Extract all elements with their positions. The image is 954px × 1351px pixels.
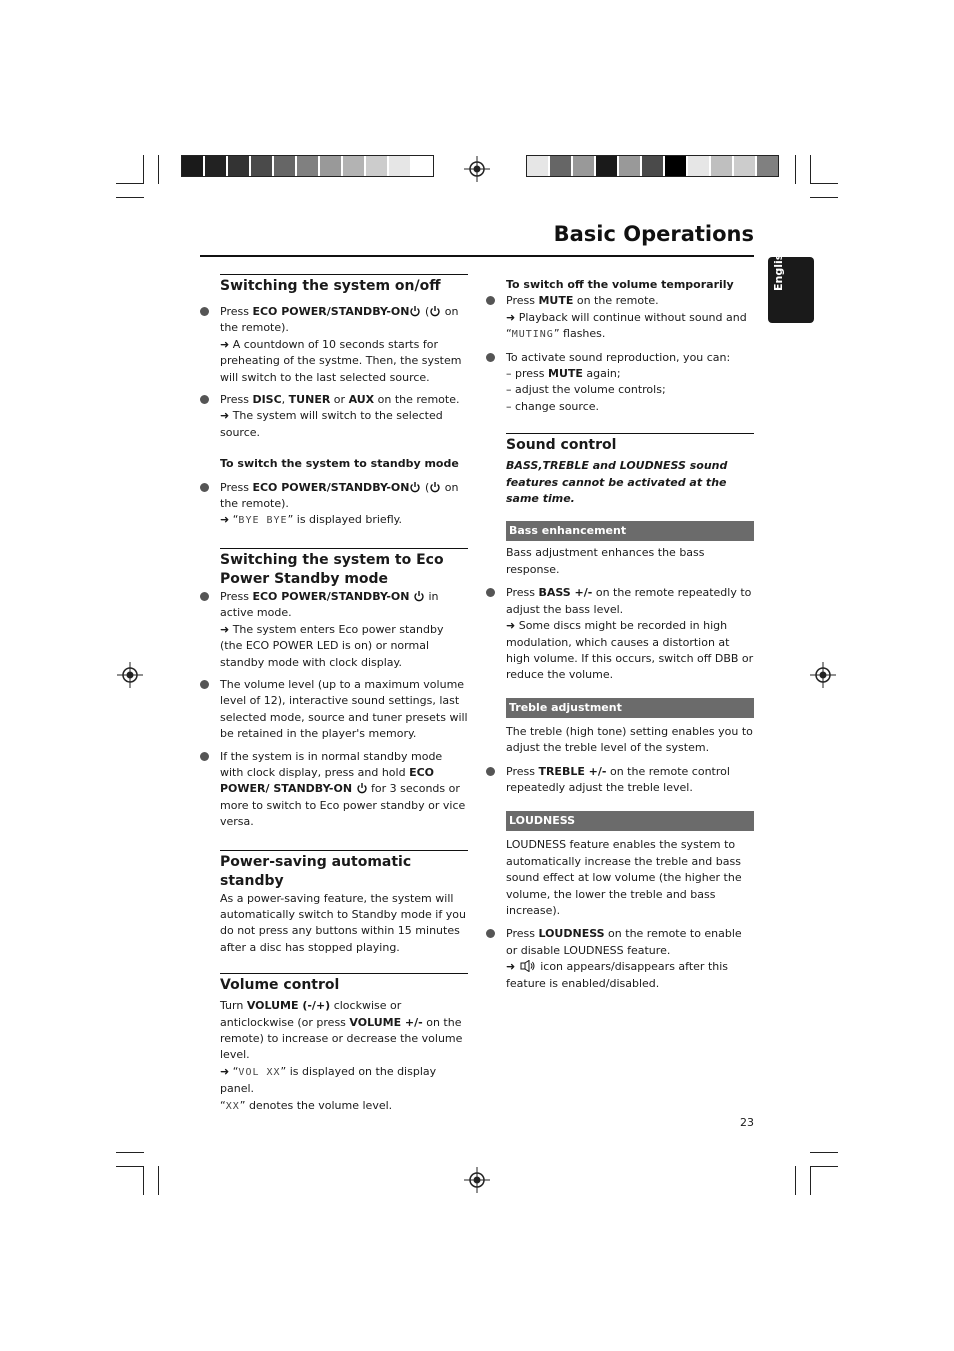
right-column xyxy=(486,274,754,992)
color-swatch xyxy=(550,156,571,176)
color-swatch xyxy=(527,156,548,176)
list-item: Press BASS +/- on the remote repeatedly to adjust the bass level. ➜ Some discs might be recorded in high modulation, which causes a distortion at high volume. If this occurs, switch off DBB or reduce the volume. xyxy=(486,585,754,683)
paragraph: As a power-saving feature, the system will automatically switch to Standby mode if you do not press any buttons within 15 minutes after a disc has stopped playing. xyxy=(220,891,466,954)
bullet-icon xyxy=(200,680,209,689)
color-swatch xyxy=(573,156,594,176)
registration-mark-icon xyxy=(464,1167,490,1193)
section-heading: Switching the system on/off xyxy=(220,278,441,294)
lcd-text: BYE BYE xyxy=(238,515,288,527)
paragraph: LOUDNESS feature enables the system to automatically increase the treble and bass sound effect at low volume (the higher the volume, the lower the treble and bass increase). xyxy=(506,838,742,917)
bullet-icon xyxy=(200,307,209,316)
color-swatch xyxy=(320,156,341,176)
crop-mark xyxy=(810,183,838,184)
color-swatch xyxy=(182,156,203,176)
crop-mark xyxy=(810,197,838,198)
color-swatch xyxy=(343,156,364,176)
crop-mark xyxy=(143,155,144,184)
note: BASS,TREBLE and LOUDNESS sound features cannot be activated at the same time. xyxy=(506,459,728,506)
list-item: Press ECO POWER/STANDBY-ON ( on the remote). ➜ A countdown of 10 seconds starts for preheating of the systme. Then, the system will switch to the last selected source. xyxy=(200,304,468,386)
registration-mark-icon xyxy=(117,662,143,688)
band-header: Bass enhancement xyxy=(506,521,754,541)
list-item: Press ECO POWER/STANDBY-ON in active mode. ➜ The system enters Eco power standby (the ECO POWER LED is on) or normal standby mode with clock display. xyxy=(200,589,468,671)
paragraph: The treble (high tone) setting enables you to adjust the treble level of the system. xyxy=(506,724,753,755)
color-swatch xyxy=(596,156,617,176)
list-item: Press MUTE on the remote. ➜ Playback will continue without sound and “MUTING” flashes. xyxy=(486,293,754,343)
power-icon xyxy=(429,305,441,317)
crop-mark xyxy=(810,1166,811,1195)
bullet-icon xyxy=(200,592,209,601)
power-icon xyxy=(356,782,368,794)
power-icon xyxy=(409,305,421,317)
list-item: If the system is in normal standby mode with clock display, press and hold ECO POWER/ STANDBY-ON for 3 seconds or more to switch to Eco power standby or vice versa. xyxy=(200,749,468,831)
band-header: LOUDNESS xyxy=(506,811,754,831)
color-swatch xyxy=(412,156,433,176)
page-number: 23 xyxy=(740,1116,754,1129)
color-swatch xyxy=(251,156,272,176)
bullet-icon xyxy=(486,767,495,776)
list-item: Press ECO POWER/STANDBY-ON ( on the remote). ➜ “BYE BYE” is displayed briefly. xyxy=(200,480,468,530)
lcd-text: XX xyxy=(225,1100,240,1112)
color-swatch xyxy=(274,156,295,176)
crop-mark xyxy=(795,155,796,184)
bullet-icon xyxy=(486,929,495,938)
crop-mark xyxy=(158,155,159,184)
section-volume xyxy=(220,973,468,995)
lcd-text: MUTING xyxy=(511,329,554,341)
section-heading: Volume control xyxy=(220,977,340,994)
language-tab xyxy=(768,245,814,323)
lcd-text: VOL XX xyxy=(238,1066,281,1078)
color-swatch xyxy=(228,156,249,176)
crop-mark xyxy=(116,1152,144,1153)
color-swatch xyxy=(688,156,709,176)
bullet-icon xyxy=(200,752,209,761)
crop-mark xyxy=(810,1152,838,1153)
color-swatch xyxy=(366,156,387,176)
crop-mark xyxy=(116,197,144,198)
registration-mark-icon xyxy=(464,156,490,182)
paragraph: Bass adjustment enhances the bass response. xyxy=(506,546,705,576)
bullet-icon xyxy=(486,353,495,362)
section-heading: Power-saving automatic standby xyxy=(220,853,412,889)
color-swatch xyxy=(711,156,732,176)
crop-mark xyxy=(158,1166,159,1195)
list-item: Press TREBLE +/- on the remote control repeatedly adjust the treble level. xyxy=(486,764,754,797)
language-label: English xyxy=(772,245,785,291)
list-item: Press DISC, TUNER or AUX on the remote. ➜ The system will switch to the selected source. xyxy=(200,392,468,441)
crop-mark xyxy=(810,1166,838,1167)
crop-mark xyxy=(143,1166,144,1195)
section-heading: Sound control xyxy=(506,437,617,454)
paragraph: Turn VOLUME (-/+) clockwise or anticlockwise (or press VOLUME +/- on the remote) to increase or decrease the volume level. ➜ “VOL XX” is displayed on the display panel. “XX” denotes the volume level. xyxy=(220,999,463,1112)
section-eco-standby xyxy=(220,548,468,589)
section-auto-standby xyxy=(220,850,468,891)
list-item: Press LOUDNESS on the remote to enable or disable LOUDNESS feature. ➜ icon appears/disappears after this feature is enabled/disabled. xyxy=(486,926,754,992)
crop-mark xyxy=(116,183,144,184)
section-sound xyxy=(506,433,754,455)
list-item: To activate sound reproduction, you can: – press MUTE again; – adjust the volume controls; – change source. xyxy=(486,350,754,416)
color-swatch xyxy=(389,156,410,176)
list-item: The volume level (up to a maximum volume level of 12), interactive sound settings, last selected mode, source and tuner presets will be retained in the player's memory. xyxy=(200,677,468,743)
subheading: To switch off the volume temporarily xyxy=(506,278,734,291)
crop-mark xyxy=(795,1166,796,1195)
color-swatch xyxy=(619,156,640,176)
bullet-icon xyxy=(486,296,495,305)
loudness-icon xyxy=(519,960,537,972)
bullet-icon xyxy=(486,588,495,597)
band-header: Treble adjustment xyxy=(506,698,754,718)
page-title: Basic Operations xyxy=(553,222,754,246)
title-rule xyxy=(200,255,754,257)
section-heading: Switching the system to Eco Power Standby mode xyxy=(220,551,444,587)
bullet-icon xyxy=(200,395,209,404)
crop-mark xyxy=(810,155,811,184)
crop-mark xyxy=(116,1166,144,1167)
color-swatch xyxy=(205,156,226,176)
color-bar-right xyxy=(526,155,779,177)
color-swatch xyxy=(297,156,318,176)
subheading: To switch the system to standby mode xyxy=(220,457,459,471)
left-column xyxy=(200,274,468,1115)
color-swatch xyxy=(757,156,778,176)
color-swatch xyxy=(734,156,755,176)
color-swatch xyxy=(642,156,663,176)
power-icon xyxy=(409,481,421,493)
power-icon xyxy=(429,481,441,493)
section-on-off xyxy=(220,274,468,296)
registration-mark-icon xyxy=(810,662,836,688)
bullet-icon xyxy=(200,483,209,492)
power-icon xyxy=(413,590,425,602)
color-bar-left xyxy=(181,155,434,177)
color-swatch xyxy=(665,156,686,176)
